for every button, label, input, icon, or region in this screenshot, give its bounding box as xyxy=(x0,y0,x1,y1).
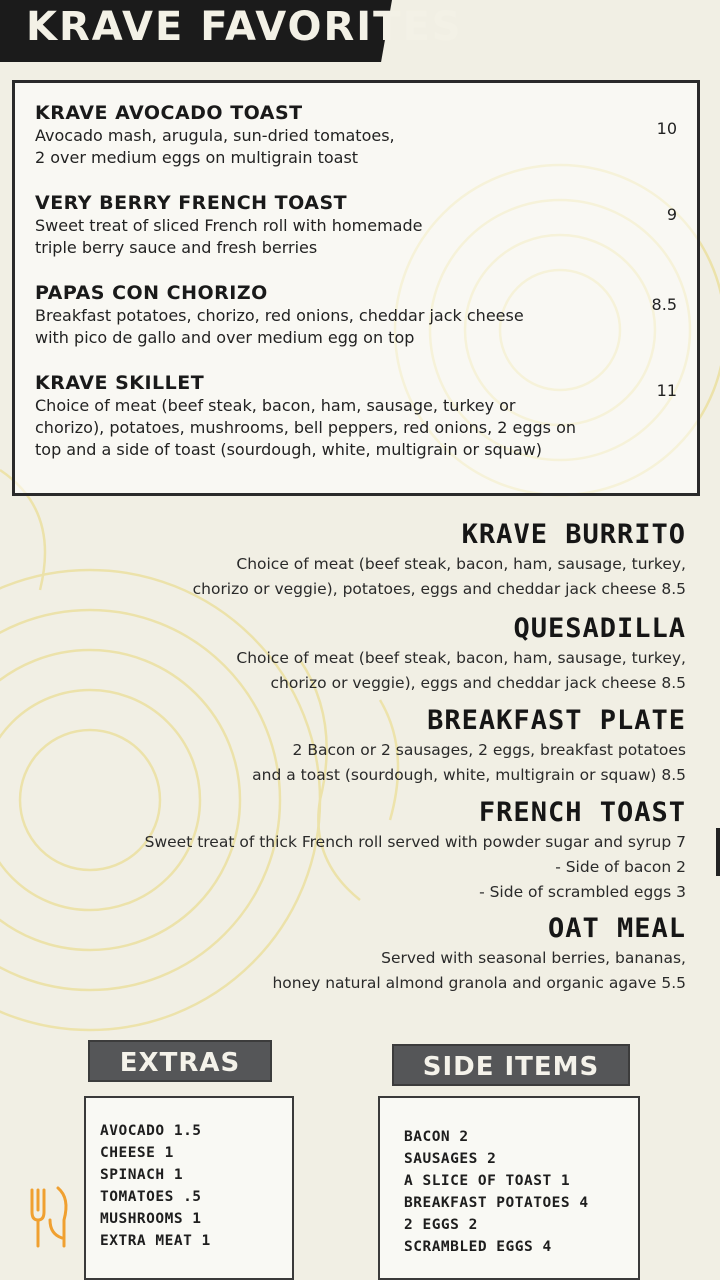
extras-title-tab: EXTRAS xyxy=(88,1040,272,1082)
extras-item: TOMATOES .5 xyxy=(100,1189,202,1205)
side-item: 2 EGGS 2 xyxy=(404,1217,478,1233)
menu-item-name: KRAVE BURRITO xyxy=(461,519,686,550)
menu-item-desc-line: chorizo or veggie), potatoes, eggs and cheddar jack cheese 8.5 xyxy=(192,580,686,598)
favorite-item-name: PAPAS CON CHORIZO xyxy=(35,282,268,304)
menu-item-name: OAT MEAL xyxy=(547,913,686,944)
section-title: KRAVE FAVORITES xyxy=(26,4,463,50)
extras-item: CHEESE 1 xyxy=(100,1145,174,1161)
favorite-item-desc-line: Sweet treat of sliced French roll with homemade xyxy=(35,216,423,235)
favorite-item-name: VERY BERRY FRENCH TOAST xyxy=(35,192,348,214)
menu-item-desc-line: Served with seasonal berries, bananas, xyxy=(381,949,686,967)
favorite-item-desc-line: with pico de gallo and over medium egg on top xyxy=(35,328,415,347)
side-item: BREAKFAST POTATOES 4 xyxy=(404,1195,589,1211)
side-items-list xyxy=(404,1126,589,1258)
menu-item-desc-line: honey natural almond granola and organic agave 5.5 xyxy=(272,974,686,992)
favorite-item-desc-line: Choice of meat (beef steak, bacon, ham, sausage, turkey or xyxy=(35,396,516,415)
favorite-item-price: 8.5 xyxy=(651,295,677,314)
side-item: A SLICE OF TOAST 1 xyxy=(404,1173,571,1189)
side-item: BACON 2 xyxy=(404,1129,469,1145)
side-items-box xyxy=(378,1096,640,1280)
favorite-item-desc-line: Avocado mash, arugula, sun-dried tomatoes, xyxy=(35,126,395,145)
fork-knife-logo-icon xyxy=(22,1180,82,1250)
favorite-item-price: 9 xyxy=(666,205,677,224)
favorite-item xyxy=(35,281,681,349)
favorite-item xyxy=(35,191,681,259)
favorite-item-desc-line: chorizo), potatoes, mushrooms, bell peppers, red onions, 2 eggs on xyxy=(35,418,577,437)
menu-item-desc-line: - Side of scrambled eggs 3 xyxy=(479,883,686,901)
favorite-item-price: 11 xyxy=(656,381,677,400)
favorite-item-price: 10 xyxy=(656,119,677,138)
side-item: SAUSAGES 2 xyxy=(404,1151,497,1167)
side-items-title-tab: SIDE ITEMS xyxy=(392,1044,630,1086)
menu-item-desc-line: Choice of meat (beef steak, bacon, ham, sausage, turkey, xyxy=(236,555,686,573)
menu-item-name: QUESADILLA xyxy=(513,613,686,644)
extras-item: SPINACH 1 xyxy=(100,1167,184,1183)
menu-item-desc-line: Choice of meat (beef steak, bacon, ham, sausage, turkey, xyxy=(236,649,686,667)
menu-item-breakfast-plate xyxy=(252,704,686,788)
extras-item: EXTRA MEAT 1 xyxy=(100,1233,211,1249)
extras-item: AVOCADO 1.5 xyxy=(100,1123,202,1139)
favorite-item xyxy=(35,101,681,169)
menu-item-desc-line: and a toast (sourdough, white, multigrain or squaw) 8.5 xyxy=(252,766,686,784)
menu-item-name: FRENCH TOAST xyxy=(478,797,686,828)
extras-list xyxy=(100,1120,211,1252)
menu-item-desc-line: Sweet treat of thick French roll served with powder sugar and syrup 7 xyxy=(144,833,686,851)
favorite-item-desc-line: top and a side of toast (sourdough, white, multigrain or squaw) xyxy=(35,440,542,459)
menu-item-quesadilla xyxy=(236,612,686,696)
page-edge-tab xyxy=(716,828,720,876)
favorite-item xyxy=(35,371,681,461)
section-banner-krave-favorites xyxy=(0,0,720,62)
menu-item-krave-burrito xyxy=(193,518,686,602)
extras-item: MUSHROOMS 1 xyxy=(100,1211,202,1227)
favorite-item-desc-line: Breakfast potatoes, chorizo, red onions, cheddar jack cheese xyxy=(35,306,524,325)
menu-item-desc-line: - Side of bacon 2 xyxy=(555,858,686,876)
extras-box xyxy=(84,1096,294,1280)
favorite-item-desc-line: triple berry sauce and fresh berries xyxy=(35,238,318,257)
menu-item-desc-line: chorizo or veggie), eggs and cheddar jack cheese 8.5 xyxy=(270,674,686,692)
menu-item-oat-meal xyxy=(272,912,686,996)
favorite-item-name: KRAVE SKILLET xyxy=(35,372,205,394)
favorite-item-desc-line: 2 over medium eggs on multigrain toast xyxy=(35,148,359,167)
side-item: SCRAMBLED EGGS 4 xyxy=(404,1239,552,1255)
menu-item-french-toast xyxy=(145,796,686,905)
favorites-box xyxy=(12,80,700,496)
menu-item-name: BREAKFAST PLATE xyxy=(427,705,686,736)
favorite-item-name: KRAVE AVOCADO TOAST xyxy=(35,102,303,124)
menu-item-desc-line: 2 Bacon or 2 sausages, 2 eggs, breakfast potatoes xyxy=(292,741,686,759)
